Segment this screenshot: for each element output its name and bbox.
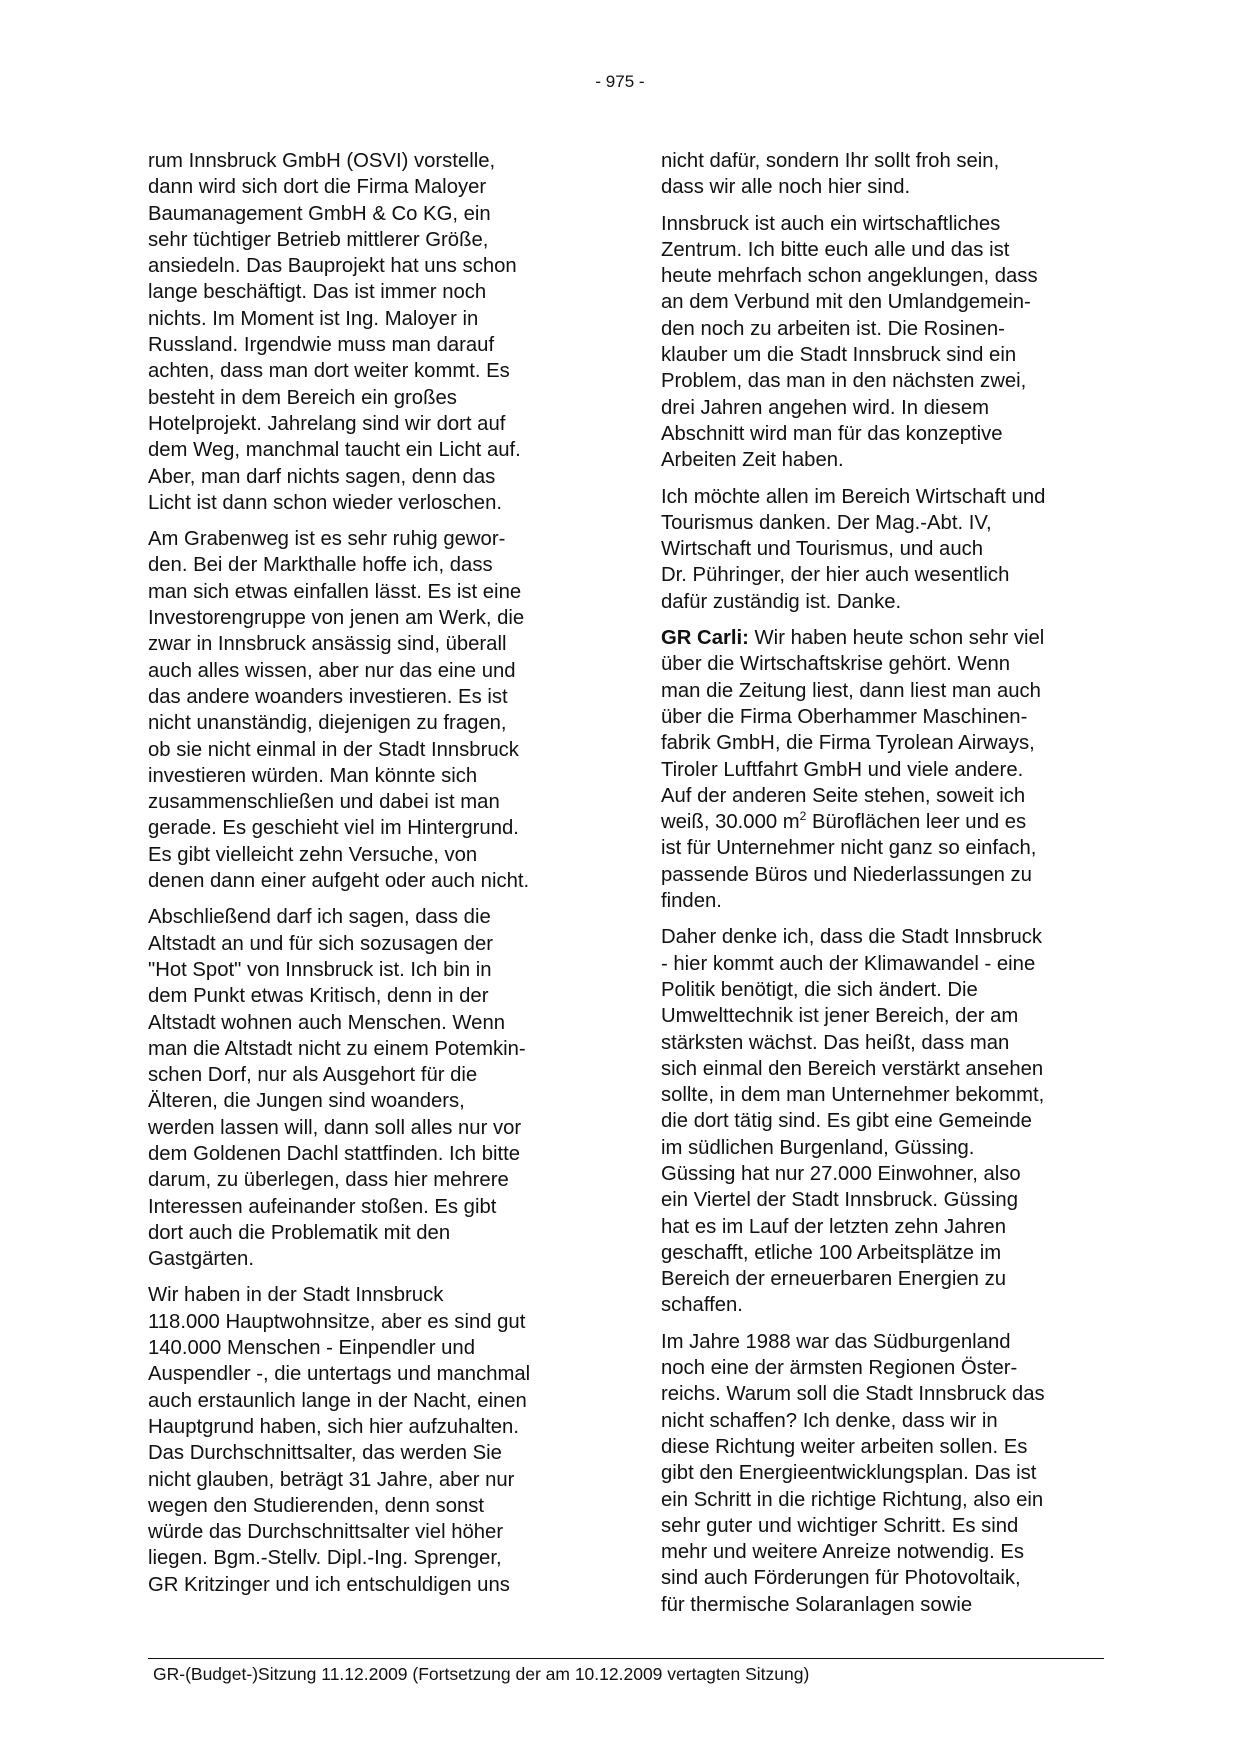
- text-line: Abschließend darf ich sagen, dass die: [148, 906, 491, 929]
- text-line: Aber, man darf nichts sagen, denn das: [148, 465, 496, 488]
- text-line: Zentrum. Ich bitte euch alle und das ist: [661, 238, 1010, 261]
- text-line: besteht in dem Bereich ein großes: [148, 386, 457, 409]
- text-line: passende Büros und Niederlassungen zu: [661, 863, 1032, 886]
- text-line: die dort tätig sind. Es gibt eine Gemeinde: [661, 1110, 1032, 1133]
- text-line: 140.000 Menschen - Einpendler und: [148, 1337, 475, 1360]
- text-line: ansiedeln. Das Bauprojekt hat uns schon: [148, 255, 517, 278]
- text-line: heute mehrfach schon angeklungen, dass: [661, 265, 1038, 288]
- text-line: Im Jahre 1988 war das Südburgenland: [661, 1330, 1011, 1353]
- text-line: Interessen aufeinander stoßen. Es gibt: [148, 1195, 497, 1218]
- text-line: dem Punkt etwas Kritisch, denn in der: [148, 985, 489, 1008]
- text-line: Güssing hat nur 27.000 Einwohner, also: [661, 1162, 1021, 1185]
- text-line: hat es im Lauf der letzten zehn Jahren: [661, 1215, 1006, 1238]
- text-line: Russland. Irgendwie muss man darauf: [148, 334, 495, 357]
- page-number: - 975 -: [595, 72, 645, 91]
- text-line: darum, zu überlegen, dass hier mehrere: [148, 1169, 509, 1192]
- paragraph: [661, 211, 1101, 474]
- text-line: rum Innsbruck GmbH (OSVI) vorstelle,: [148, 150, 496, 172]
- text-line: "Hot Spot" von Innsbruck ist. Ich bin in: [148, 958, 492, 981]
- text-span: Wir haben heute schon sehr viel: [748, 627, 1045, 650]
- text-line: drei Jahren angehen wird. In diesem: [661, 396, 990, 419]
- paragraph: [661, 924, 1101, 1318]
- text-line: wegen den Studierenden, denn sonst: [148, 1494, 485, 1517]
- text-span: Büroflächen leer und es: [806, 811, 1027, 834]
- text-line: man sich etwas einfallen lässt. Es ist eine: [148, 580, 522, 603]
- text-line: Umwelttechnik ist jener Bereich, der am: [661, 1005, 1019, 1028]
- text-line: klauber um die Stadt Innsbruck sind ein: [661, 344, 1017, 367]
- text-line: achten, dass man dort weiter kommt. Es: [148, 360, 510, 383]
- text-line: liegen. Bgm.-Stellv. Dipl.-Ing. Sprenger,: [148, 1547, 502, 1570]
- text-line: für thermische Solaranlagen sowie: [661, 1593, 973, 1616]
- text-line: werden lassen will, dann soll alles nur vor: [148, 1116, 522, 1139]
- text-line: Abschnitt wird man für das konzeptive: [661, 422, 1003, 445]
- text-line: dafür zuständig ist. Danke.: [661, 590, 902, 613]
- text-line: geschafft, etliche 100 Arbeitsplätze im: [661, 1241, 1002, 1264]
- text-line: gerade. Es geschieht viel im Hintergrund.: [148, 817, 519, 840]
- text-line: [661, 625, 1101, 651]
- text-line: Daher denke ich, dass die Stadt Innsbruck: [661, 926, 1043, 949]
- text-line: Investorengruppe von jenen am Werk, die: [148, 607, 525, 630]
- text-line: finden.: [661, 890, 722, 913]
- text-line: Arbeiten Zeit haben.: [661, 449, 844, 472]
- text-line: über die Wirtschaftskrise gehört. Wenn: [661, 653, 1011, 676]
- text-line: investieren würden. Man könnte sich: [148, 764, 478, 787]
- text-line: noch eine der ärmsten Regionen Öster-: [661, 1357, 1018, 1380]
- text-line: auch alles wissen, aber nur das eine und: [148, 659, 516, 682]
- text-line: Wir haben in der Stadt Innsbruck: [148, 1284, 444, 1307]
- footer-rule: [148, 1658, 1104, 1659]
- superscript: 2: [799, 809, 807, 824]
- text-line: den. Bei der Markthalle hoffe ich, dass: [148, 554, 493, 577]
- paragraph: [148, 148, 588, 516]
- right-column: [661, 148, 1101, 1628]
- text-line: dass wir alle noch hier sind.: [661, 176, 911, 199]
- text-line: denen dann einer aufgeht oder auch nicht.: [148, 870, 530, 893]
- footer-text: GR-(Budget-)Sitzung 11.12.2009 (Fortsetzung der am 10.12.2009 vertagten Sitzung): [153, 1664, 810, 1684]
- text-line: nicht unanständig, diejenigen zu fragen,: [148, 712, 507, 735]
- text-line: zwar in Innsbruck ansässig sind, überall: [148, 633, 507, 656]
- text-line: ob sie nicht einmal in der Stadt Innsbruck: [148, 738, 519, 761]
- text-line: gibt den Energieentwicklungsplan. Das ist: [661, 1462, 1037, 1485]
- text-line: zusammenschließen und dabei ist man: [148, 791, 500, 814]
- text-line: Am Grabenweg ist es sehr ruhig gewor-: [148, 528, 506, 551]
- text-line: Hauptgrund haben, sich hier aufzuhalten.: [148, 1415, 519, 1438]
- text-line: Das Durchschnittsalter, das werden Sie: [148, 1442, 502, 1465]
- text-line: nichts. Im Moment ist Ing. Maloyer in: [148, 307, 479, 330]
- text-line: Tourismus danken. Der Mag.-Abt. IV,: [661, 511, 992, 534]
- paragraph: [148, 904, 588, 1272]
- text-line: würde das Durchschnittsalter viel höher: [148, 1521, 504, 1544]
- text-line: Problem, das man in den nächsten zwei,: [661, 370, 1027, 393]
- left-column: [148, 148, 588, 1608]
- text-line: fabrik GmbH, die Firma Tyrolean Airways,: [661, 732, 1035, 755]
- text-line: 118.000 Hauptwohnsitze, aber es sind gut: [148, 1310, 526, 1333]
- text-line: reichs. Warum soll die Stadt Innsbruck das: [661, 1383, 1045, 1406]
- text-line: sehr guter und wichtiger Schritt. Es sind: [661, 1514, 1019, 1537]
- text-line: nicht glauben, beträgt 31 Jahre, aber nur: [148, 1468, 515, 1491]
- text-line: sind auch Förderungen für Photovoltaik,: [661, 1567, 1021, 1590]
- text-line: GR Kritzinger und ich entschuldigen uns: [148, 1573, 510, 1596]
- text-line: Ich möchte allen im Bereich Wirtschaft und: [661, 485, 1046, 508]
- text-line: Dr. Pühringer, der hier auch wesentlich: [661, 564, 1010, 587]
- text-line: Baumanagement GmbH & Co KG, ein: [148, 202, 491, 225]
- text-line: diese Richtung weiter arbeiten sollen. Es: [661, 1435, 1028, 1458]
- text-line: an dem Verbund mit den Umlandgemein-: [661, 291, 1031, 314]
- text-line: Auspendler -, die untertags und manchmal: [148, 1363, 531, 1386]
- text-line: man die Altstadt nicht zu einem Potemkin-: [148, 1037, 526, 1060]
- text-line: dann wird sich dort die Firma Maloyer: [148, 176, 487, 199]
- speaker-name: GR Carli:: [661, 627, 749, 650]
- text-line: Gastgärten.: [148, 1248, 254, 1271]
- text-line: dem Weg, manchmal taucht ein Licht auf.: [148, 439, 521, 462]
- text-span: weiß, 30.000 m: [661, 811, 800, 834]
- text-line: Auf der anderen Seite stehen, soweit ich: [661, 784, 1026, 807]
- text-line: Tiroler Luftfahrt GmbH und viele andere.: [661, 758, 1024, 781]
- paragraph: [661, 484, 1101, 615]
- text-line: [661, 809, 1101, 835]
- text-line: Es gibt vielleicht zehn Versuche, von: [148, 843, 478, 866]
- paragraph: [661, 148, 1101, 201]
- paragraph: [661, 1329, 1101, 1618]
- text-line: Älteren, die Jungen sind woanders,: [148, 1090, 465, 1113]
- text-line: nicht schaffen? Ich denke, dass wir in: [661, 1409, 998, 1432]
- text-line: über die Firma Oberhammer Maschinen-: [661, 705, 1028, 728]
- paragraph: [148, 526, 588, 894]
- text-lines: [661, 835, 1101, 914]
- text-line: Altstadt an und für sich sozusagen der: [148, 932, 493, 955]
- text-line: ein Viertel der Stadt Innsbruck. Güssing: [661, 1189, 1018, 1212]
- text-line: sollte, in dem man Unternehmer bekommt,: [661, 1084, 1045, 1107]
- text-line: lange beschäftigt. Das ist immer noch: [148, 281, 487, 304]
- text-line: dort auch die Problematik mit den: [148, 1221, 451, 1244]
- text-line: sehr tüchtiger Betrieb mittlerer Größe,: [148, 228, 489, 251]
- text-line: Altstadt wohnen auch Menschen. Wenn: [148, 1011, 506, 1034]
- text-line: mehr und weitere Anreize notwendig. Es: [661, 1541, 1025, 1564]
- text-line: im südlichen Burgenland, Güssing.: [661, 1136, 975, 1159]
- speaker-paragraph: [661, 625, 1101, 914]
- text-line: Wirtschaft und Tourismus, und auch: [661, 538, 984, 561]
- text-line: nicht dafür, sondern Ihr sollt froh sein,: [661, 150, 1000, 172]
- text-lines: [661, 651, 1101, 809]
- text-line: sich einmal den Bereich verstärkt ansehen: [661, 1057, 1044, 1080]
- text-line: Bereich der erneuerbaren Energien zu: [661, 1268, 1006, 1291]
- text-line: schen Dorf, nur als Ausgehort für die: [148, 1064, 478, 1087]
- text-line: - hier kommt auch der Klimawandel - eine: [661, 952, 1036, 975]
- text-line: ein Schritt in die richtige Richtung, also ein: [661, 1488, 1044, 1511]
- text-line: ist für Unternehmer nicht ganz so einfach,: [661, 837, 1037, 860]
- text-line: schaffen.: [661, 1294, 743, 1317]
- text-line: das andere woanders investieren. Es ist: [148, 685, 508, 708]
- text-line: den noch zu arbeiten ist. Die Rosinen-: [661, 317, 1005, 340]
- text-line: stärksten wächst. Das heißt, dass man: [661, 1031, 1010, 1054]
- paragraph: [148, 1282, 588, 1598]
- text-line: Politik benötigt, die sich ändert. Die: [661, 978, 978, 1001]
- text-line: Innsbruck ist auch ein wirtschaftliches: [661, 212, 1001, 235]
- text-line: auch erstaunlich lange in der Nacht, einen: [148, 1389, 527, 1412]
- text-line: Licht ist dann schon wieder verloschen.: [148, 491, 502, 514]
- text-line: man die Zeitung liest, dann liest man auch: [661, 679, 1041, 702]
- text-line: dem Goldenen Dachl stattfinden. Ich bitte: [148, 1142, 521, 1165]
- text-line: Hotelprojekt. Jahrelang sind wir dort auf: [148, 412, 506, 435]
